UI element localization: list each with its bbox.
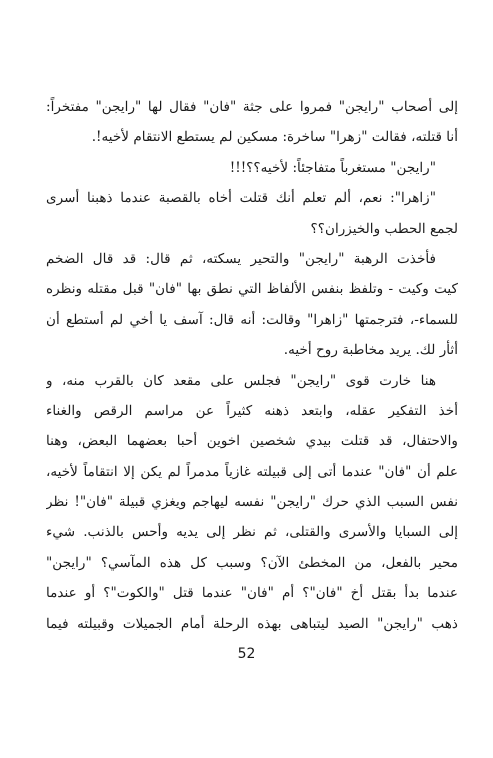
body-text — [46, 92, 458, 639]
text-line: أخذ التفكير عقله، وابتعد ذهنه كثيراً عن مراسم الرقص والغناء — [46, 402, 458, 419]
text-line: أنا قتلته، فقالت "زهرا" ساخرة: مسكين لم يستطع الانتقام لأخيه!. — [91, 129, 458, 146]
text-line: علم أن "فان" عندما أتى إلى قبيلته غازياً مدمراً لم يكن إلا انتقاماً لأخيه، — [46, 463, 458, 480]
text-line: لجمع الحطب والخيزران؟؟ — [310, 220, 458, 237]
text-line: إلى السبايا والأسرى والقتلى، ثم نظر إلى يديه وأحس بالذنب. شيء — [46, 524, 458, 541]
text-line: "زاهرا": نعم، ألم تعلم أنك قتلت أخاه بالقصبة عندما ذهبنا أسرى — [46, 190, 436, 207]
text-line: للسماء-، فترجمتها "زاهرا" وقالت: أنه قال: آسف يا أخي لم أستطع أن — [46, 311, 458, 328]
text-line: ذهب "رايجن" الصيد ليتباهى بهذه الرحلة أمام الجميلات وقبيلته فيما — [46, 615, 458, 632]
text-line: إلى أصحاب "رايجن" فمروا على جثة "فان" فقال لها "رايجن" مفتخراً: — [46, 99, 458, 115]
text-line: عندما بدأ بقتل أخ "فان"؟ أم "فان" عندما قتل "والكوت"؟ أو عندما — [46, 585, 458, 602]
text-line: هنا خارت قوى "رايجن" فجلس على مقعد كان بالقرب منه، و — [46, 372, 436, 389]
text-line: أثأر لك. يريد مخاطبة روح أخيه. — [283, 342, 458, 359]
text-line: "رايجن" مستغرباً متفاجئاً: لأخيه؟؟!!! — [229, 159, 436, 176]
text-line: فأخذت الرهبة "رايجن" والتحير يسكته، ثم قال: قد قال الضخم — [46, 250, 436, 267]
text-line: كيت وكيت - وتلفظ بنفس الألفاظ التي نطق بها "فان" قبل مقتله ونظره — [46, 281, 458, 298]
page-number: 52 — [237, 646, 256, 662]
text-line: نفس السبب الذي حرك "رايجن" نفسه ليهاجم ويغزي قبيلة "فان"! نظر — [46, 494, 458, 511]
text-line: والاحتفال، قد قتلت بيدي شخصين اخوين أحبا بعضهما البعض، وهنا — [46, 433, 458, 450]
text-line: محير بالفعل، من المخطئ الآن؟ وسبب كل هذه المآسي؟ "رايجن" — [46, 554, 458, 571]
